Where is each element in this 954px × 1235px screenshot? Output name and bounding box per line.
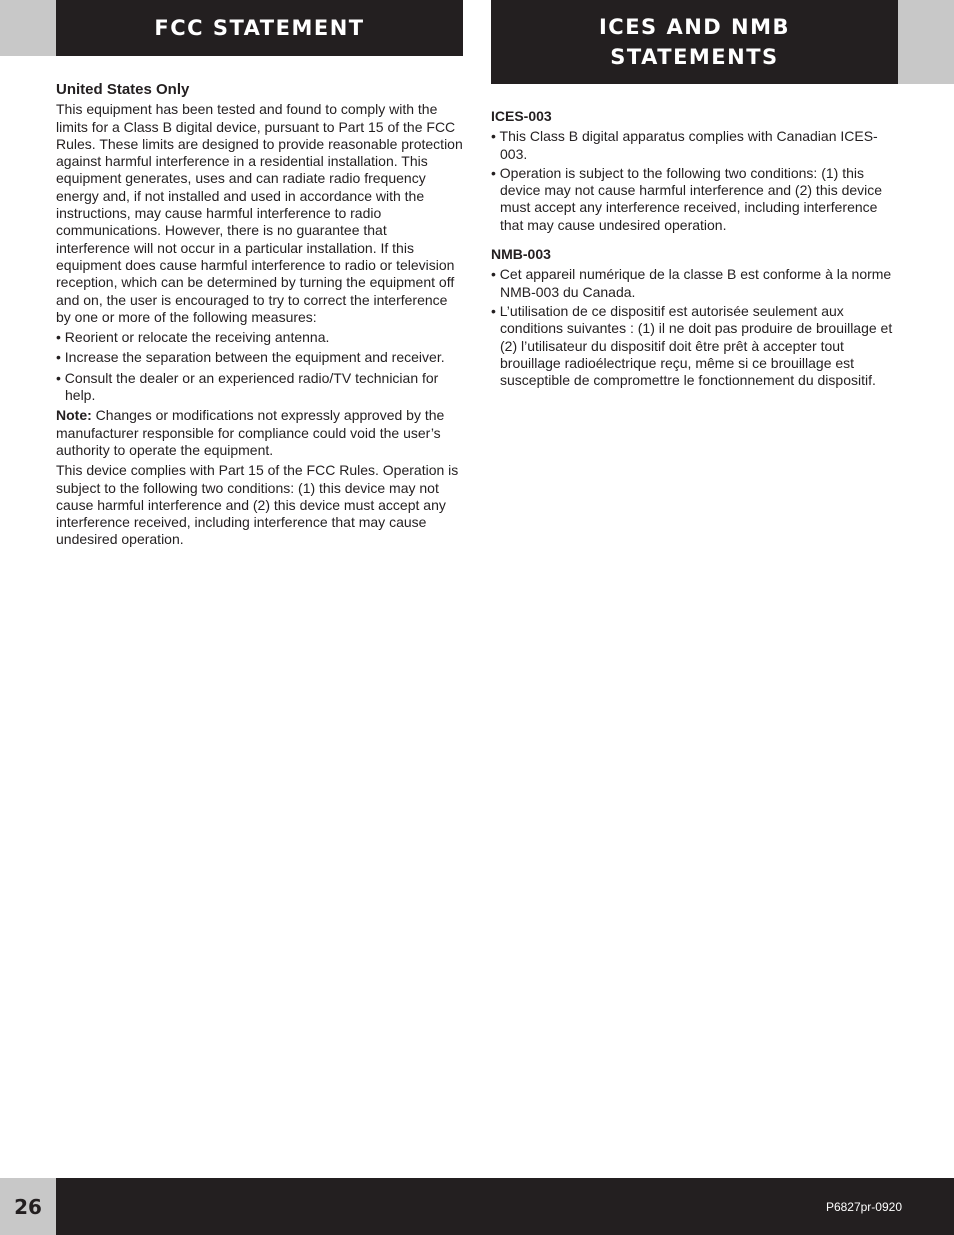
page-number: 26	[0, 1178, 56, 1235]
fcc-subhead: United States Only	[56, 81, 190, 98]
fcc-title: FCC STATEMENT	[154, 16, 365, 40]
top-right-gray-tab	[898, 0, 954, 84]
fcc-bullet-2: • Increase the separation between the equipment and receiver.	[56, 349, 445, 366]
fcc-note	[56, 407, 464, 459]
fcc-paragraph-2: This device complies with Part 15 of the FCC Rules. Operation is subject to the following two conditions: (1) this device may not cause harmful interference and (2) this device must accept any interference received, including interference that may cause undesired operation.	[56, 462, 459, 548]
fcc-note-text: Changes or modifications not expressly approved by the manufacturer responsible for compliance could void the user’s authority to operate the equipment.	[56, 407, 445, 458]
fcc-note-label: Note:	[56, 407, 92, 424]
footer-band	[56, 1178, 954, 1235]
fcc-bullet-3: • Consult the dealer or an experienced radio/TV technician for help.	[56, 369, 439, 404]
document-code: P6827pr-0920	[825, 1200, 902, 1214]
ices-header-band	[491, 0, 898, 84]
fcc-bullet-1: • Reorient or relocate the receiving antenna.	[56, 329, 330, 346]
fcc-paragraph-1: This equipment has been tested and found to comply with the limits for a Class B digital device, pursuant to Part 15 of the FCC Rules. These limits are designed to provide reasonable protection against harmful interference in a residential installation. This equipment generates, uses and can radiate radio frequency energy and, if not installed and used in accordance with the instructions, may cause harmful interference to radio communications. However, there is no guarantee that interference will not occur in a particular installation. If this equipment does cause harmful interference to radio or television reception, which can be determined by turning the equipment off and on, the user is encouraged to try to correct the interference by one or more of the following measures:	[56, 101, 463, 325]
ices-bullet-2: • Operation is subject to the following two conditions: (1) this device may not cause harmful interference and (2) this device must accept any interference received, including interference that may cause undesired operation.	[491, 164, 883, 233]
fcc-header-band	[56, 0, 463, 56]
ices-column	[491, 108, 899, 391]
top-left-gray-tab	[0, 0, 56, 56]
ices-subhead: ICES-003	[491, 108, 552, 124]
ices-title-line2: STATEMENTS	[610, 45, 779, 69]
nmb-bullet-2: • L’utilisation de ce dispositif est autorisée seulement aux conditions suivantes : (1) il ne doit pas produire de brouillage et (2) l’utilisateur du dispositif doit être prêt à accepter tout brouillage radioélectrique reçu, même si ce brouillage est susceptible de compromettre le fonctionnement du dispositif.	[491, 302, 893, 389]
fcc-column	[56, 81, 464, 552]
ices-bullet-1: • This Class B digital apparatus complies with Canadian ICES-003.	[491, 128, 878, 162]
ices-title-line1: ICES AND NMB	[598, 15, 791, 39]
nmb-bullet-1: • Cet appareil numérique de la classe B est conforme à la norme NMB-003 du Canada.	[491, 266, 892, 300]
nmb-subhead: NMB-003	[491, 246, 551, 263]
